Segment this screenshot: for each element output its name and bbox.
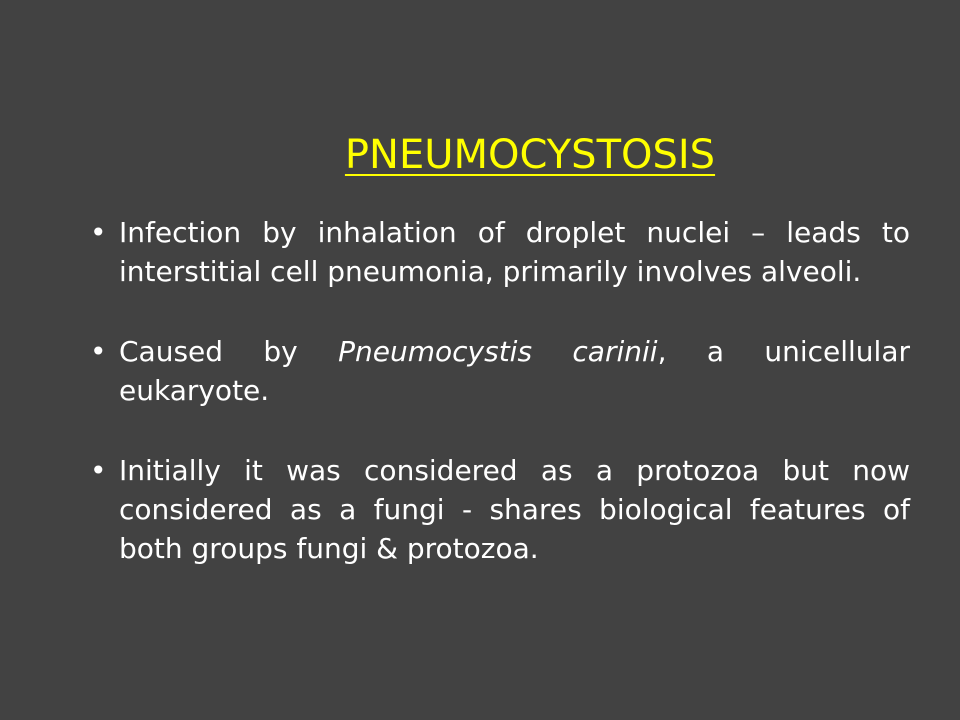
organism-name: Pneumocystis carinii bbox=[338, 335, 658, 368]
bullet-icon: • bbox=[90, 335, 107, 368]
bullet-item-classification bbox=[90, 451, 910, 568]
bullet-item-cause bbox=[90, 332, 910, 410]
bullet-text bbox=[119, 332, 910, 410]
bullet-icon: • bbox=[90, 454, 107, 487]
bullet-list bbox=[90, 213, 910, 568]
bullet-text: Initially it was considered as a protozoa but now considered as a fungi - shares biological features of both groups fungi & protozoa. bbox=[119, 454, 910, 565]
bullet-item-infection bbox=[90, 213, 910, 291]
bullet-text-before: Caused by bbox=[119, 335, 339, 368]
bullet-text: Infection by inhalation of droplet nuclei – leads to interstitial cell pneumonia, primarily involves alveoli. bbox=[119, 216, 910, 288]
bullet-text-after: , a unicellular eukaryote. bbox=[119, 335, 910, 407]
slide-title: PNEUMOCYSTOSIS bbox=[344, 132, 716, 178]
bullet-icon: • bbox=[90, 216, 107, 249]
